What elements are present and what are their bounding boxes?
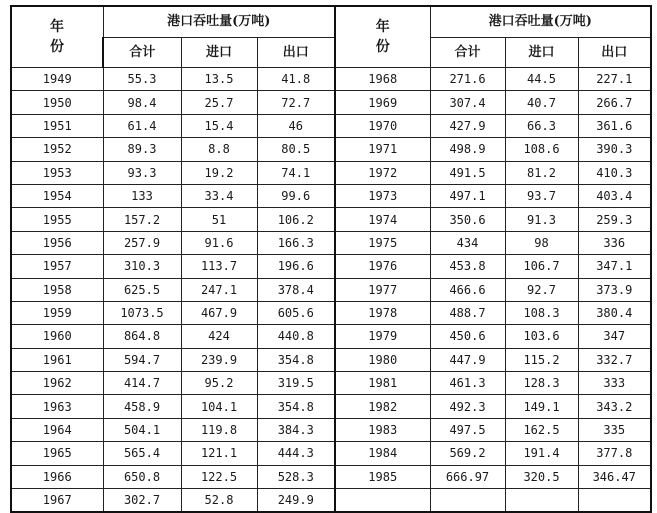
left-import-cell: 95.2 <box>181 372 257 395</box>
right-import-cell: 103.6 <box>505 325 578 348</box>
right-import-cell: 149.1 <box>505 395 578 418</box>
throughput-group-header-left: 港口吞吐量(万吨) <box>103 6 335 38</box>
table-row <box>11 114 651 137</box>
left-import-cell: 239.9 <box>181 348 257 371</box>
left-total-cell: 864.8 <box>103 325 181 348</box>
left-export-cell: 528.3 <box>257 465 335 488</box>
right-export-cell <box>578 489 651 513</box>
right-export-cell: 266.7 <box>578 91 651 114</box>
left-import-cell: 424 <box>181 325 257 348</box>
left-import-cell: 8.8 <box>181 138 257 161</box>
year-column-header-left: 年 份 <box>11 6 103 68</box>
export-column-header-left: 出口 <box>257 38 335 68</box>
right-export-cell: 361.6 <box>578 114 651 137</box>
left-import-cell: 33.4 <box>181 184 257 207</box>
right-total-cell: 497.5 <box>430 418 505 441</box>
table-row <box>11 68 651 91</box>
right-total-cell: 307.4 <box>430 91 505 114</box>
left-import-cell: 52.8 <box>181 489 257 513</box>
header-row-columns <box>11 38 651 68</box>
right-total-cell: 453.8 <box>430 255 505 278</box>
left-total-cell: 55.3 <box>103 68 181 91</box>
left-total-cell: 625.5 <box>103 278 181 301</box>
left-import-cell: 121.1 <box>181 442 257 465</box>
right-import-cell: 91.3 <box>505 208 578 231</box>
left-total-cell: 650.8 <box>103 465 181 488</box>
left-import-cell: 25.7 <box>181 91 257 114</box>
right-export-cell: 377.8 <box>578 442 651 465</box>
left-import-cell: 13.5 <box>181 68 257 91</box>
left-year-cell: 1953 <box>11 161 103 184</box>
left-total-cell: 93.3 <box>103 161 181 184</box>
left-export-cell: 440.8 <box>257 325 335 348</box>
import-column-header-right: 进口 <box>505 38 578 68</box>
table-row <box>11 325 651 348</box>
left-import-cell: 91.6 <box>181 231 257 254</box>
right-total-cell: 492.3 <box>430 395 505 418</box>
left-total-cell: 61.4 <box>103 114 181 137</box>
header-row-groups <box>11 6 651 38</box>
table-row <box>11 184 651 207</box>
right-total-cell: 450.6 <box>430 325 505 348</box>
right-export-cell: 347.1 <box>578 255 651 278</box>
right-total-cell: 497.1 <box>430 184 505 207</box>
right-import-cell: 92.7 <box>505 278 578 301</box>
right-total-cell <box>430 489 505 513</box>
left-export-cell: 354.8 <box>257 348 335 371</box>
right-import-cell: 40.7 <box>505 91 578 114</box>
right-export-cell: 333 <box>578 372 651 395</box>
right-export-cell: 259.3 <box>578 208 651 231</box>
right-total-cell: 491.5 <box>430 161 505 184</box>
right-year-cell: 1975 <box>335 231 430 254</box>
right-year-cell: 1976 <box>335 255 430 278</box>
right-import-cell: 320.5 <box>505 465 578 488</box>
right-year-cell: 1974 <box>335 208 430 231</box>
table-row <box>11 372 651 395</box>
left-year-cell: 1962 <box>11 372 103 395</box>
right-year-cell: 1979 <box>335 325 430 348</box>
left-export-cell: 99.6 <box>257 184 335 207</box>
left-year-cell: 1956 <box>11 231 103 254</box>
right-year-cell: 1977 <box>335 278 430 301</box>
left-total-cell: 458.9 <box>103 395 181 418</box>
table-row <box>11 489 651 513</box>
left-import-cell: 119.8 <box>181 418 257 441</box>
left-export-cell: 196.6 <box>257 255 335 278</box>
left-total-cell: 594.7 <box>103 348 181 371</box>
left-year-cell: 1961 <box>11 348 103 371</box>
left-year-cell: 1960 <box>11 325 103 348</box>
left-total-cell: 133 <box>103 184 181 207</box>
table-row <box>11 278 651 301</box>
throughput-group-header-right: 港口吞吐量(万吨) <box>430 6 651 38</box>
table-row <box>11 348 651 371</box>
left-export-cell: 354.8 <box>257 395 335 418</box>
left-export-cell: 444.3 <box>257 442 335 465</box>
right-year-cell: 1984 <box>335 442 430 465</box>
left-export-cell: 41.8 <box>257 68 335 91</box>
right-year-cell: 1973 <box>335 184 430 207</box>
right-year-cell: 1982 <box>335 395 430 418</box>
left-year-cell: 1957 <box>11 255 103 278</box>
left-import-cell: 104.1 <box>181 395 257 418</box>
right-year-cell: 1981 <box>335 372 430 395</box>
table-row <box>11 161 651 184</box>
table-row <box>11 208 651 231</box>
left-year-cell: 1963 <box>11 395 103 418</box>
left-year-cell: 1966 <box>11 465 103 488</box>
left-total-cell: 504.1 <box>103 418 181 441</box>
left-import-cell: 51 <box>181 208 257 231</box>
right-export-cell: 335 <box>578 418 651 441</box>
left-import-cell: 19.2 <box>181 161 257 184</box>
right-total-cell: 434 <box>430 231 505 254</box>
right-export-cell: 227.1 <box>578 68 651 91</box>
left-export-cell: 249.9 <box>257 489 335 513</box>
left-year-cell: 1958 <box>11 278 103 301</box>
left-total-cell: 302.7 <box>103 489 181 513</box>
right-export-cell: 332.7 <box>578 348 651 371</box>
right-total-cell: 461.3 <box>430 372 505 395</box>
left-import-cell: 247.1 <box>181 278 257 301</box>
left-total-cell: 157.2 <box>103 208 181 231</box>
left-total-cell: 414.7 <box>103 372 181 395</box>
left-year-cell: 1967 <box>11 489 103 513</box>
right-export-cell: 347 <box>578 325 651 348</box>
right-import-cell: 98 <box>505 231 578 254</box>
right-year-cell: 1985 <box>335 465 430 488</box>
port-throughput-document <box>10 5 650 508</box>
table-row <box>11 418 651 441</box>
left-export-cell: 46 <box>257 114 335 137</box>
right-total-cell: 666.97 <box>430 465 505 488</box>
left-import-cell: 15.4 <box>181 114 257 137</box>
table-body <box>11 68 651 513</box>
left-total-cell: 89.3 <box>103 138 181 161</box>
right-total-cell: 488.7 <box>430 301 505 324</box>
left-year-cell: 1955 <box>11 208 103 231</box>
right-total-cell: 569.2 <box>430 442 505 465</box>
right-total-cell: 447.9 <box>430 348 505 371</box>
right-year-cell: 1980 <box>335 348 430 371</box>
right-export-cell: 380.4 <box>578 301 651 324</box>
right-year-cell: 1971 <box>335 138 430 161</box>
year-column-header-right: 年 份 <box>335 6 430 68</box>
right-import-cell: 115.2 <box>505 348 578 371</box>
left-year-cell: 1964 <box>11 418 103 441</box>
right-export-cell: 343.2 <box>578 395 651 418</box>
right-import-cell: 128.3 <box>505 372 578 395</box>
table-row <box>11 255 651 278</box>
left-year-cell: 1959 <box>11 301 103 324</box>
right-import-cell: 44.5 <box>505 68 578 91</box>
left-export-cell: 74.1 <box>257 161 335 184</box>
left-year-cell: 1954 <box>11 184 103 207</box>
table-row <box>11 395 651 418</box>
right-import-cell: 108.6 <box>505 138 578 161</box>
right-export-cell: 403.4 <box>578 184 651 207</box>
left-export-cell: 605.6 <box>257 301 335 324</box>
right-import-cell: 66.3 <box>505 114 578 137</box>
port-throughput-table <box>10 5 652 513</box>
import-column-header-left: 进口 <box>181 38 257 68</box>
left-year-cell: 1952 <box>11 138 103 161</box>
right-import-cell: 93.7 <box>505 184 578 207</box>
right-total-cell: 427.9 <box>430 114 505 137</box>
table-row <box>11 138 651 161</box>
right-import-cell: 162.5 <box>505 418 578 441</box>
right-year-cell: 1969 <box>335 91 430 114</box>
right-year-cell: 1972 <box>335 161 430 184</box>
right-export-cell: 390.3 <box>578 138 651 161</box>
left-total-cell: 565.4 <box>103 442 181 465</box>
left-export-cell: 80.5 <box>257 138 335 161</box>
right-year-cell <box>335 489 430 513</box>
table-row <box>11 91 651 114</box>
left-total-cell: 310.3 <box>103 255 181 278</box>
table-row <box>11 301 651 324</box>
left-import-cell: 113.7 <box>181 255 257 278</box>
right-export-cell: 410.3 <box>578 161 651 184</box>
left-total-cell: 1073.5 <box>103 301 181 324</box>
left-year-cell: 1950 <box>11 91 103 114</box>
export-column-header-right: 出口 <box>578 38 651 68</box>
left-export-cell: 166.3 <box>257 231 335 254</box>
left-year-cell: 1965 <box>11 442 103 465</box>
right-import-cell: 108.3 <box>505 301 578 324</box>
right-year-cell: 1983 <box>335 418 430 441</box>
right-year-cell: 1978 <box>335 301 430 324</box>
right-year-cell: 1968 <box>335 68 430 91</box>
left-total-cell: 257.9 <box>103 231 181 254</box>
right-import-cell: 106.7 <box>505 255 578 278</box>
left-import-cell: 467.9 <box>181 301 257 324</box>
table-row <box>11 465 651 488</box>
right-export-cell: 373.9 <box>578 278 651 301</box>
right-total-cell: 498.9 <box>430 138 505 161</box>
left-year-cell: 1951 <box>11 114 103 137</box>
total-column-header-right: 合计 <box>430 38 505 68</box>
left-export-cell: 72.7 <box>257 91 335 114</box>
table-row <box>11 442 651 465</box>
table-row <box>11 231 651 254</box>
left-export-cell: 378.4 <box>257 278 335 301</box>
right-export-cell: 336 <box>578 231 651 254</box>
total-column-header-left: 合计 <box>103 38 181 68</box>
left-export-cell: 384.3 <box>257 418 335 441</box>
right-year-cell: 1970 <box>335 114 430 137</box>
left-year-cell: 1949 <box>11 68 103 91</box>
left-export-cell: 319.5 <box>257 372 335 395</box>
right-total-cell: 350.6 <box>430 208 505 231</box>
right-total-cell: 271.6 <box>430 68 505 91</box>
right-import-cell: 81.2 <box>505 161 578 184</box>
right-total-cell: 466.6 <box>430 278 505 301</box>
left-export-cell: 106.2 <box>257 208 335 231</box>
left-import-cell: 122.5 <box>181 465 257 488</box>
right-import-cell: 191.4 <box>505 442 578 465</box>
right-export-cell: 346.47 <box>578 465 651 488</box>
right-import-cell <box>505 489 578 513</box>
left-total-cell: 98.4 <box>103 91 181 114</box>
